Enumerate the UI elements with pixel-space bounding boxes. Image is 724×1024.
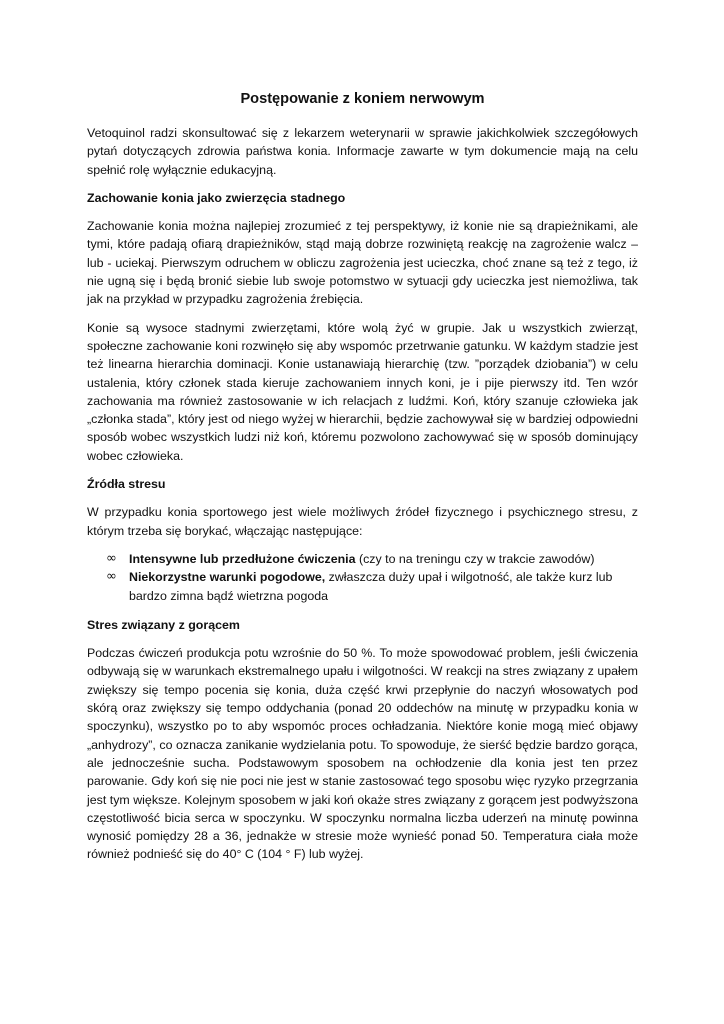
list-item-text: (czy to na treningu czy w trakcie zawodów)	[355, 551, 595, 566]
intro-paragraph: Vetoquinol radzi skonsultować się z lekarzem weterynarii w sprawie jakichkolwiek szczegółowych pytań dotyczących zdrowia państwa konia. Informacje zawarte w tym dokumencie mają na celu spełnić rolę wyłącznie edukacyjną.	[87, 126, 638, 177]
infinity-bullet-icon: ∞	[106, 550, 117, 566]
herd-paragraph-2: Konie są wysoce stadnymi zwierzętami, które wolą żyć w grupie. Jak u wszystkich zwierząt, społeczne zachowanie koni rozwinęło się aby wspomóc przetrwanie gatunku. W każdym stadzie jest też linearna hierarchia dominacji. Konie ustanawiają hierarchię (tzw. ”porządek dziobania”) w celu ustalenia, który członek stada kieruje zachowaniem innych koni, je i pije pierwszy itd. Ten wzór zachowania ma również zastosowanie w ich relacjach z ludźmi. Koń, który szanuje człowieka jak „członka stada”, który jest od niego wyżej w hierarchii, będzie zachowywał się w bardziej odpowiedni sposób wobec wszystkich ludzi niż koń, któremu pozwolono zachowywać się w sposób dominujący wobec człowieka.	[87, 320, 638, 463]
herd-paragraph-1: Zachowanie konia można najlepiej zrozumieć z tej perspektywy, iż konie nie są drapieżnikami, ale tymi, które padają ofiarą drapieżników, stąd mają dobrze rozwiniętą reakcję na zagrożenie walcz – lub - uciekaj. Pierwszym odruchem w obliczu zagrożenia jest ucieczka, choć znane są też z tego, iż nie ugną się i będą bronić siebie lub swoje potomstwo w sytuacji gdy ucieczka jest niemożliwa, tak jak na przykład w przypadku zagrożenia źrebięcia.	[87, 219, 638, 307]
list-item	[87, 550, 638, 568]
section-heading-heat-stress: Stres związany z gorącem	[87, 617, 240, 632]
section-heading-stress-sources: Źródła stresu	[87, 477, 166, 492]
list-item	[87, 568, 638, 605]
document-title: Postępowanie z koniem nerwowym	[240, 91, 485, 107]
list-item-bold: Niekorzystne warunki pogodowe,	[129, 570, 326, 585]
list-item-bold: Intensywne lub przedłużone ćwiczenia	[129, 551, 356, 566]
stress-sources-paragraph: W przypadku konia sportowego jest wiele możliwych źródeł fizycznego i psychicznego stresu, z którym trzeba się borykać, włączając następujące:	[87, 505, 638, 538]
stress-sources-list	[87, 550, 638, 605]
section-heading-herd-behaviour: Zachowanie konia jako zwierzęcia stadnego	[87, 190, 346, 205]
heat-stress-paragraph: Podczas ćwiczeń produkcja potu wzrośnie do 50 %. To może spowodować problem, jeśli ćwiczenia odbywają się w warunkach ekstremalnego upału i wilgotności. W reakcji na stres związany z upałem zwiększy się tempo pocenia się konia, duża część krwi przepłynie do naczyń włosowatych pod skórą oraz zwiększy się tempo oddychania (ponad 20 oddechów na minutę w przypadku konia w spoczynku), wszystko po to aby wspomóc proces ochładzania. Niektóre konie mogą mieć objawy „anhydrozy”, co oznacza zanikanie wydzielania potu. To spowoduje, że sierść będzie bardzo gorąca, ale jednocześnie sucha. Podstawowym sposobem na ochłodzenie dla konia jest ten przez parowanie. Gdy koń się nie poci nie jest w stanie zastosować tego sposobu więc ryzyko przegrzania jest tym większe. Kolejnym sposobem w jaki koń okaże stres związany z gorącem jest podwyższona częstotliwość bicia serca w spoczynku. W spoczynku normalna liczba uderzeń na minutę powinna wynosić pomiędzy 28 a 36, jednakże w stresie może wynieść ponad 50. Temperatura ciała może również podnieść się do 40° C (104 ° F) lub wyżej.	[87, 646, 638, 862]
infinity-bullet-icon: ∞	[106, 569, 117, 585]
list-item-text: zwłaszcza duży upał i wilgotność, ale także kurz lub bardzo zimna bądź wietrzna pogoda	[129, 570, 613, 603]
